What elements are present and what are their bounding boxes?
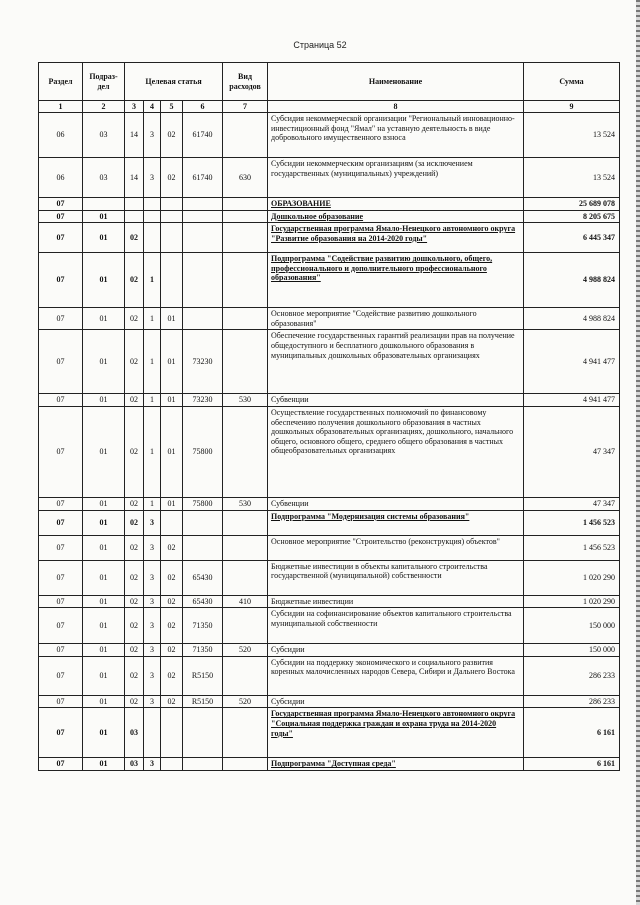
cell-cs-event: 02 [161, 113, 183, 158]
cell-vid-rashodov [223, 253, 268, 308]
cell-cs-program: 02 [125, 644, 144, 657]
cell-cs-event [161, 253, 183, 308]
cell-cs-subprogram [144, 210, 161, 223]
cell-cs-direction [183, 308, 223, 330]
cell-cs-subprogram: 3 [144, 695, 161, 708]
cell-vid-rashodov [223, 560, 268, 595]
cell-cs-event [161, 223, 183, 253]
cell-cs-program: 02 [125, 656, 144, 695]
cell-cs-program: 02 [125, 695, 144, 708]
cell-naimenovanie: Субсидии на софинансирование объектов капитального строительства муниципальной собственности [268, 608, 524, 644]
column-number: 7 [223, 101, 268, 113]
cell-cs-event: 01 [161, 394, 183, 407]
cell-podrazdel: 01 [83, 210, 125, 223]
cell-naimenovanie: Подпрограмма "Доступная среда" [268, 758, 524, 771]
cell-summa: 4 941 477 [524, 330, 620, 394]
cell-naimenovanie: Субвенции [268, 497, 524, 510]
cell-summa: 1 020 290 [524, 560, 620, 595]
column-number: 2 [83, 101, 125, 113]
cell-vid-rashodov [223, 210, 268, 223]
cell-cs-program: 02 [125, 308, 144, 330]
header-podrazdel: Подраз-дел [83, 63, 125, 101]
table-row [39, 308, 620, 330]
cell-vid-rashodov [223, 198, 268, 211]
cell-podrazdel [83, 198, 125, 211]
cell-cs-subprogram: 1 [144, 394, 161, 407]
table-row [39, 644, 620, 657]
cell-razdel: 07 [39, 330, 83, 394]
table-row [39, 330, 620, 394]
cell-summa: 4 941 477 [524, 394, 620, 407]
cell-cs-program: 03 [125, 758, 144, 771]
cell-summa: 150 000 [524, 644, 620, 657]
budget-table [38, 62, 620, 771]
table-row [39, 695, 620, 708]
cell-cs-program: 02 [125, 535, 144, 560]
cell-podrazdel: 01 [83, 406, 125, 497]
cell-vid-rashodov [223, 223, 268, 253]
cell-podrazdel: 01 [83, 708, 125, 758]
cell-cs-direction [183, 198, 223, 211]
cell-razdel: 07 [39, 223, 83, 253]
table-row [39, 560, 620, 595]
table-row [39, 394, 620, 407]
cell-podrazdel: 01 [83, 758, 125, 771]
cell-razdel: 07 [39, 595, 83, 608]
column-number: 4 [144, 101, 161, 113]
cell-cs-subprogram: 3 [144, 656, 161, 695]
cell-razdel: 07 [39, 758, 83, 771]
cell-cs-direction: 65430 [183, 560, 223, 595]
cell-razdel: 07 [39, 510, 83, 535]
cell-cs-direction [183, 253, 223, 308]
header-summa: Сумма [524, 63, 620, 101]
cell-cs-event [161, 510, 183, 535]
cell-naimenovanie: Обеспечение государственных гарантий реализации прав на получение общедоступного и бесплатного дошкольного образования в муниципальных дошкольных образовательных организациях [268, 330, 524, 394]
cell-summa: 4 988 824 [524, 253, 620, 308]
cell-cs-event: 02 [161, 158, 183, 198]
cell-summa: 1 456 523 [524, 535, 620, 560]
cell-cs-direction: 61740 [183, 158, 223, 198]
cell-cs-direction: R5150 [183, 695, 223, 708]
cell-vid-rashodov [223, 308, 268, 330]
cell-vid-rashodov: 520 [223, 644, 268, 657]
cell-razdel: 07 [39, 708, 83, 758]
cell-vid-rashodov [223, 510, 268, 535]
table-row [39, 198, 620, 211]
table-row [39, 497, 620, 510]
cell-cs-event: 02 [161, 595, 183, 608]
cell-vid-rashodov: 530 [223, 394, 268, 407]
header-celevaya-statya: Целевая статья [125, 63, 223, 101]
cell-razdel: 06 [39, 158, 83, 198]
cell-cs-subprogram: 3 [144, 595, 161, 608]
cell-cs-subprogram [144, 708, 161, 758]
cell-podrazdel: 01 [83, 394, 125, 407]
table-header [39, 63, 620, 113]
cell-vid-rashodov [223, 406, 268, 497]
cell-cs-event: 01 [161, 330, 183, 394]
cell-razdel: 07 [39, 560, 83, 595]
column-number: 6 [183, 101, 223, 113]
cell-cs-event: 01 [161, 406, 183, 497]
cell-cs-program: 02 [125, 510, 144, 535]
budget-table-container [38, 62, 619, 771]
cell-cs-event [161, 210, 183, 223]
cell-cs-direction: 75800 [183, 497, 223, 510]
cell-cs-subprogram [144, 223, 161, 253]
cell-summa: 4 988 824 [524, 308, 620, 330]
cell-razdel: 07 [39, 198, 83, 211]
cell-podrazdel: 01 [83, 695, 125, 708]
cell-naimenovanie: Субсидия некоммерческой организации "Региональный инновационно-инвестиционный фонд "Ямал" на уставную деятельность в виде добровольного имущественного взноса [268, 113, 524, 158]
cell-naimenovanie: Субсидии [268, 644, 524, 657]
table-row [39, 595, 620, 608]
cell-podrazdel: 03 [83, 158, 125, 198]
cell-cs-event [161, 708, 183, 758]
cell-vid-rashodov [223, 608, 268, 644]
cell-vid-rashodov: 630 [223, 158, 268, 198]
cell-cs-program: 02 [125, 608, 144, 644]
cell-cs-program: 02 [125, 223, 144, 253]
cell-cs-direction [183, 210, 223, 223]
cell-naimenovanie: Дошкольное образование [268, 210, 524, 223]
table-body [39, 113, 620, 771]
cell-cs-event: 02 [161, 608, 183, 644]
cell-vid-rashodov [223, 535, 268, 560]
cell-naimenovanie: Бюджетные инвестиции [268, 595, 524, 608]
cell-vid-rashodov [223, 330, 268, 394]
cell-summa: 6 161 [524, 708, 620, 758]
cell-summa: 1 020 290 [524, 595, 620, 608]
table-row [39, 608, 620, 644]
cell-summa: 13 524 [524, 113, 620, 158]
cell-cs-event [161, 758, 183, 771]
cell-summa: 286 233 [524, 695, 620, 708]
cell-cs-subprogram: 3 [144, 560, 161, 595]
cell-razdel: 07 [39, 253, 83, 308]
cell-cs-event [161, 198, 183, 211]
cell-summa: 6 445 347 [524, 223, 620, 253]
cell-vid-rashodov [223, 758, 268, 771]
cell-cs-subprogram [144, 198, 161, 211]
cell-razdel: 07 [39, 644, 83, 657]
cell-cs-subprogram: 1 [144, 253, 161, 308]
cell-cs-program [125, 210, 144, 223]
cell-razdel: 07 [39, 210, 83, 223]
cell-naimenovanie: Основное мероприятие "Содействие развитию дошкольного образования" [268, 308, 524, 330]
column-number: 8 [268, 101, 524, 113]
cell-summa: 13 524 [524, 158, 620, 198]
cell-podrazdel: 01 [83, 656, 125, 695]
cell-cs-direction: 73230 [183, 330, 223, 394]
table-row [39, 158, 620, 198]
scan-edge-decoration [636, 0, 640, 905]
cell-cs-direction [183, 510, 223, 535]
cell-razdel: 06 [39, 113, 83, 158]
cell-vid-rashodov: 520 [223, 695, 268, 708]
cell-naimenovanie: ОБРАЗОВАНИЕ [268, 198, 524, 211]
cell-cs-program [125, 198, 144, 211]
table-row [39, 223, 620, 253]
page-number: Страница 52 [293, 40, 347, 50]
cell-vid-rashodov: 530 [223, 497, 268, 510]
cell-razdel: 07 [39, 535, 83, 560]
cell-summa: 47 347 [524, 497, 620, 510]
cell-summa: 6 161 [524, 758, 620, 771]
cell-summa: 47 347 [524, 406, 620, 497]
column-number-row [39, 101, 620, 113]
cell-naimenovanie: Государственная программа Ямало-Ненецкого автономного округа "Развитие образования на 2014-2020 годы" [268, 223, 524, 253]
table-row [39, 758, 620, 771]
cell-cs-subprogram: 1 [144, 330, 161, 394]
cell-cs-program: 02 [125, 394, 144, 407]
cell-podrazdel: 01 [83, 644, 125, 657]
cell-podrazdel: 01 [83, 330, 125, 394]
cell-cs-direction: 71350 [183, 608, 223, 644]
cell-cs-direction: 73230 [183, 394, 223, 407]
cell-vid-rashodov: 410 [223, 595, 268, 608]
cell-vid-rashodov [223, 656, 268, 695]
cell-podrazdel: 01 [83, 595, 125, 608]
cell-cs-subprogram: 3 [144, 758, 161, 771]
cell-razdel: 07 [39, 497, 83, 510]
table-row [39, 708, 620, 758]
header-vid-rashodov: Вид расходов [223, 63, 268, 101]
cell-cs-program: 02 [125, 497, 144, 510]
cell-cs-direction [183, 708, 223, 758]
cell-podrazdel: 01 [83, 510, 125, 535]
header-razdel: Раздел [39, 63, 83, 101]
cell-naimenovanie: Осуществление государственных полномочий по финансовому обеспечению получения дошкольного образования в частных дошкольных образовательных организациях, дошкольного, начального общего, основного общего, среднего общего образования в частных общеобразовательных организациях [268, 406, 524, 497]
column-number: 5 [161, 101, 183, 113]
cell-cs-direction: 65430 [183, 595, 223, 608]
cell-naimenovanie: Бюджетные инвестиции в объекты капитального строительства государственной (муниципальной) собственности [268, 560, 524, 595]
cell-cs-event: 01 [161, 497, 183, 510]
cell-cs-program: 03 [125, 708, 144, 758]
table-row [39, 406, 620, 497]
cell-cs-subprogram: 3 [144, 158, 161, 198]
cell-summa: 150 000 [524, 608, 620, 644]
cell-summa: 286 233 [524, 656, 620, 695]
cell-naimenovanie: Субвенции [268, 394, 524, 407]
column-number: 9 [524, 101, 620, 113]
cell-cs-event: 02 [161, 656, 183, 695]
cell-naimenovanie: Подпрограмма "Содействие развитию дошкольного, общего, профессионального и дополнительного профессионального образования" [268, 253, 524, 308]
cell-razdel: 07 [39, 406, 83, 497]
cell-vid-rashodov [223, 113, 268, 158]
cell-razdel: 07 [39, 656, 83, 695]
cell-cs-program: 14 [125, 113, 144, 158]
table-row [39, 113, 620, 158]
cell-podrazdel: 01 [83, 253, 125, 308]
column-number: 3 [125, 101, 144, 113]
cell-naimenovanie: Субсидии некоммерческим организациям (за исключением государственных (муниципальных) учреждений) [268, 158, 524, 198]
cell-cs-program: 02 [125, 560, 144, 595]
cell-cs-event: 01 [161, 308, 183, 330]
cell-cs-event: 02 [161, 560, 183, 595]
cell-cs-event: 02 [161, 535, 183, 560]
cell-cs-program: 02 [125, 595, 144, 608]
table-row [39, 535, 620, 560]
cell-cs-subprogram: 3 [144, 644, 161, 657]
cell-summa: 8 205 675 [524, 210, 620, 223]
cell-cs-direction: 71350 [183, 644, 223, 657]
cell-naimenovanie: Государственная программа Ямало-Ненецкого автономного округа "Социальная поддержка граждан и охрана труда на 2014-2020 годы" [268, 708, 524, 758]
cell-podrazdel: 01 [83, 535, 125, 560]
cell-podrazdel: 01 [83, 223, 125, 253]
cell-cs-direction [183, 223, 223, 253]
table-row [39, 510, 620, 535]
cell-razdel: 07 [39, 608, 83, 644]
cell-cs-subprogram: 1 [144, 406, 161, 497]
cell-naimenovanie: Субсидии [268, 695, 524, 708]
cell-cs-program: 02 [125, 330, 144, 394]
cell-cs-direction [183, 535, 223, 560]
cell-cs-event: 02 [161, 695, 183, 708]
cell-podrazdel: 01 [83, 497, 125, 510]
cell-podrazdel: 01 [83, 308, 125, 330]
table-row [39, 656, 620, 695]
cell-cs-subprogram: 3 [144, 608, 161, 644]
cell-summa: 25 689 078 [524, 198, 620, 211]
cell-cs-direction: R5150 [183, 656, 223, 695]
cell-cs-direction: 61740 [183, 113, 223, 158]
cell-naimenovanie: Субсидии на поддержку экономического и социального развития коренных малочисленных народов Севера, Сибири и Дальнего Востока [268, 656, 524, 695]
cell-naimenovanie: Подпрограмма "Модернизация системы образования" [268, 510, 524, 535]
cell-cs-direction [183, 758, 223, 771]
table-row [39, 253, 620, 308]
cell-summa: 1 456 523 [524, 510, 620, 535]
cell-cs-subprogram: 3 [144, 535, 161, 560]
cell-podrazdel: 03 [83, 113, 125, 158]
cell-cs-subprogram: 3 [144, 113, 161, 158]
cell-cs-subprogram: 1 [144, 308, 161, 330]
cell-razdel: 07 [39, 394, 83, 407]
cell-cs-program: 02 [125, 253, 144, 308]
cell-cs-program: 14 [125, 158, 144, 198]
cell-naimenovanie: Основное мероприятие "Строительство (реконструкция) объектов" [268, 535, 524, 560]
cell-cs-subprogram: 3 [144, 510, 161, 535]
cell-cs-event: 02 [161, 644, 183, 657]
column-number: 1 [39, 101, 83, 113]
cell-cs-program: 02 [125, 406, 144, 497]
cell-razdel: 07 [39, 695, 83, 708]
cell-podrazdel: 01 [83, 560, 125, 595]
cell-vid-rashodov [223, 708, 268, 758]
cell-podrazdel: 01 [83, 608, 125, 644]
cell-cs-subprogram: 1 [144, 497, 161, 510]
cell-cs-direction: 75800 [183, 406, 223, 497]
cell-razdel: 07 [39, 308, 83, 330]
table-row [39, 210, 620, 223]
header-naimenovanie: Наименование [268, 63, 524, 101]
